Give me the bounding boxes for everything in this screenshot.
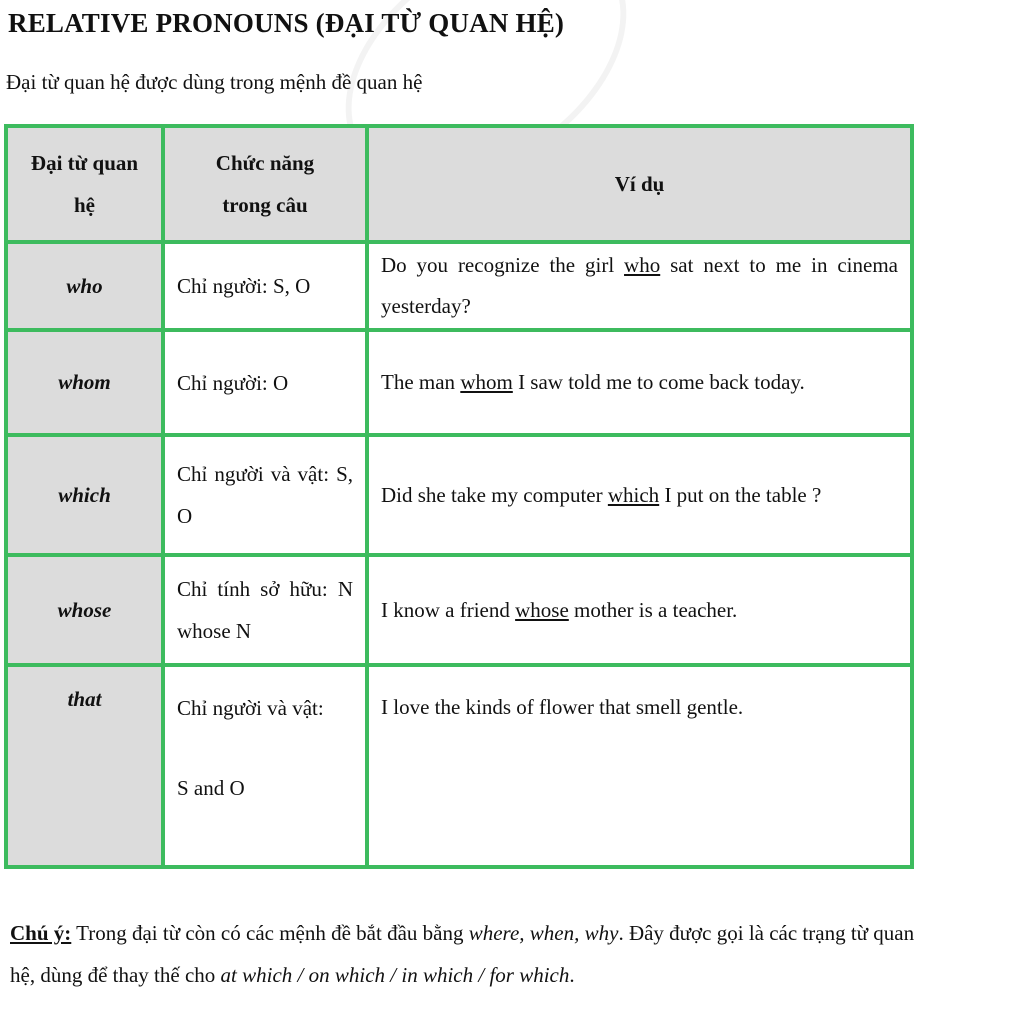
- pronoun-cell: whose: [6, 555, 163, 665]
- note-text: . Đây được gọi là các trạng từ quan hệ, dùng để thay thế cho: [10, 921, 915, 987]
- pronoun-cell: which: [6, 435, 163, 555]
- table-row: [6, 330, 912, 435]
- relative-pronouns-table-container: [4, 124, 914, 869]
- header-pronoun-line1: Đại từ quan: [30, 151, 139, 175]
- function-cell: Chỉ người và vật: S, O: [163, 435, 367, 555]
- table-row: [6, 242, 912, 330]
- relative-pronouns-table: [4, 124, 914, 869]
- table-row: [6, 665, 912, 867]
- example-keyword: whose: [515, 597, 569, 622]
- note-text: Trong đại từ còn có các mệnh đề bắt đầu bằng: [71, 921, 469, 945]
- example-cell: [367, 242, 912, 330]
- header-function-line2: trong câu: [222, 193, 308, 217]
- function-cell: Chỉ người: O: [163, 330, 367, 435]
- table-row: [6, 555, 912, 665]
- table-header-row: [6, 126, 912, 242]
- page-title: RELATIVE PRONOUNS (ĐẠI TỪ QUAN HỆ): [8, 8, 565, 38]
- example-keyword: who: [624, 253, 661, 277]
- note-italic: where, when, why: [468, 921, 619, 945]
- example-cell: [367, 555, 912, 665]
- example-text: I saw told me to come back today.: [512, 370, 805, 394]
- example-text: The man: [381, 370, 461, 394]
- example-text: sat next to me in cinema yesterday?: [381, 253, 898, 318]
- example-text: mother is a teacher.: [568, 597, 738, 622]
- example-text: Did she take my computer: [381, 482, 608, 507]
- function-line: Chỉ người và vật:: [177, 696, 324, 720]
- function-line: S and O: [177, 776, 245, 800]
- function-cell: Chỉ người: S, O: [163, 242, 367, 330]
- example-keyword: which: [607, 482, 660, 507]
- example-cell: I love the kinds of flower that smell gentle.: [367, 665, 912, 867]
- pronoun-cell: who: [6, 242, 163, 330]
- example-text: I put on the table ?: [659, 482, 822, 507]
- note-italic: at which / on which / in which / for which: [220, 963, 570, 987]
- function-cell: [163, 665, 367, 867]
- intro-text: Đại từ quan hệ được dùng trong mệnh đề quan hệ: [6, 70, 423, 94]
- note-text: .: [569, 963, 575, 987]
- pronoun-cell: whom: [6, 330, 163, 435]
- note-paragraph: [10, 912, 940, 996]
- table-row: [6, 435, 912, 555]
- header-example: Ví dụ: [367, 126, 912, 242]
- example-text: Do you recognize the girl: [381, 253, 625, 277]
- header-function: [163, 126, 367, 242]
- note-label: Chú ý:: [10, 921, 72, 945]
- example-cell: [367, 435, 912, 555]
- header-pronoun-line2: hệ: [74, 193, 95, 217]
- pronoun-cell: that: [6, 665, 163, 867]
- header-function-line1: Chức năng: [215, 151, 315, 175]
- example-cell: [367, 330, 912, 435]
- function-cell: Chỉ tính sở hữu: N whose N: [163, 555, 367, 665]
- example-text: I know a friend: [381, 597, 516, 622]
- header-pronoun: [6, 126, 163, 242]
- example-keyword: whom: [460, 370, 513, 394]
